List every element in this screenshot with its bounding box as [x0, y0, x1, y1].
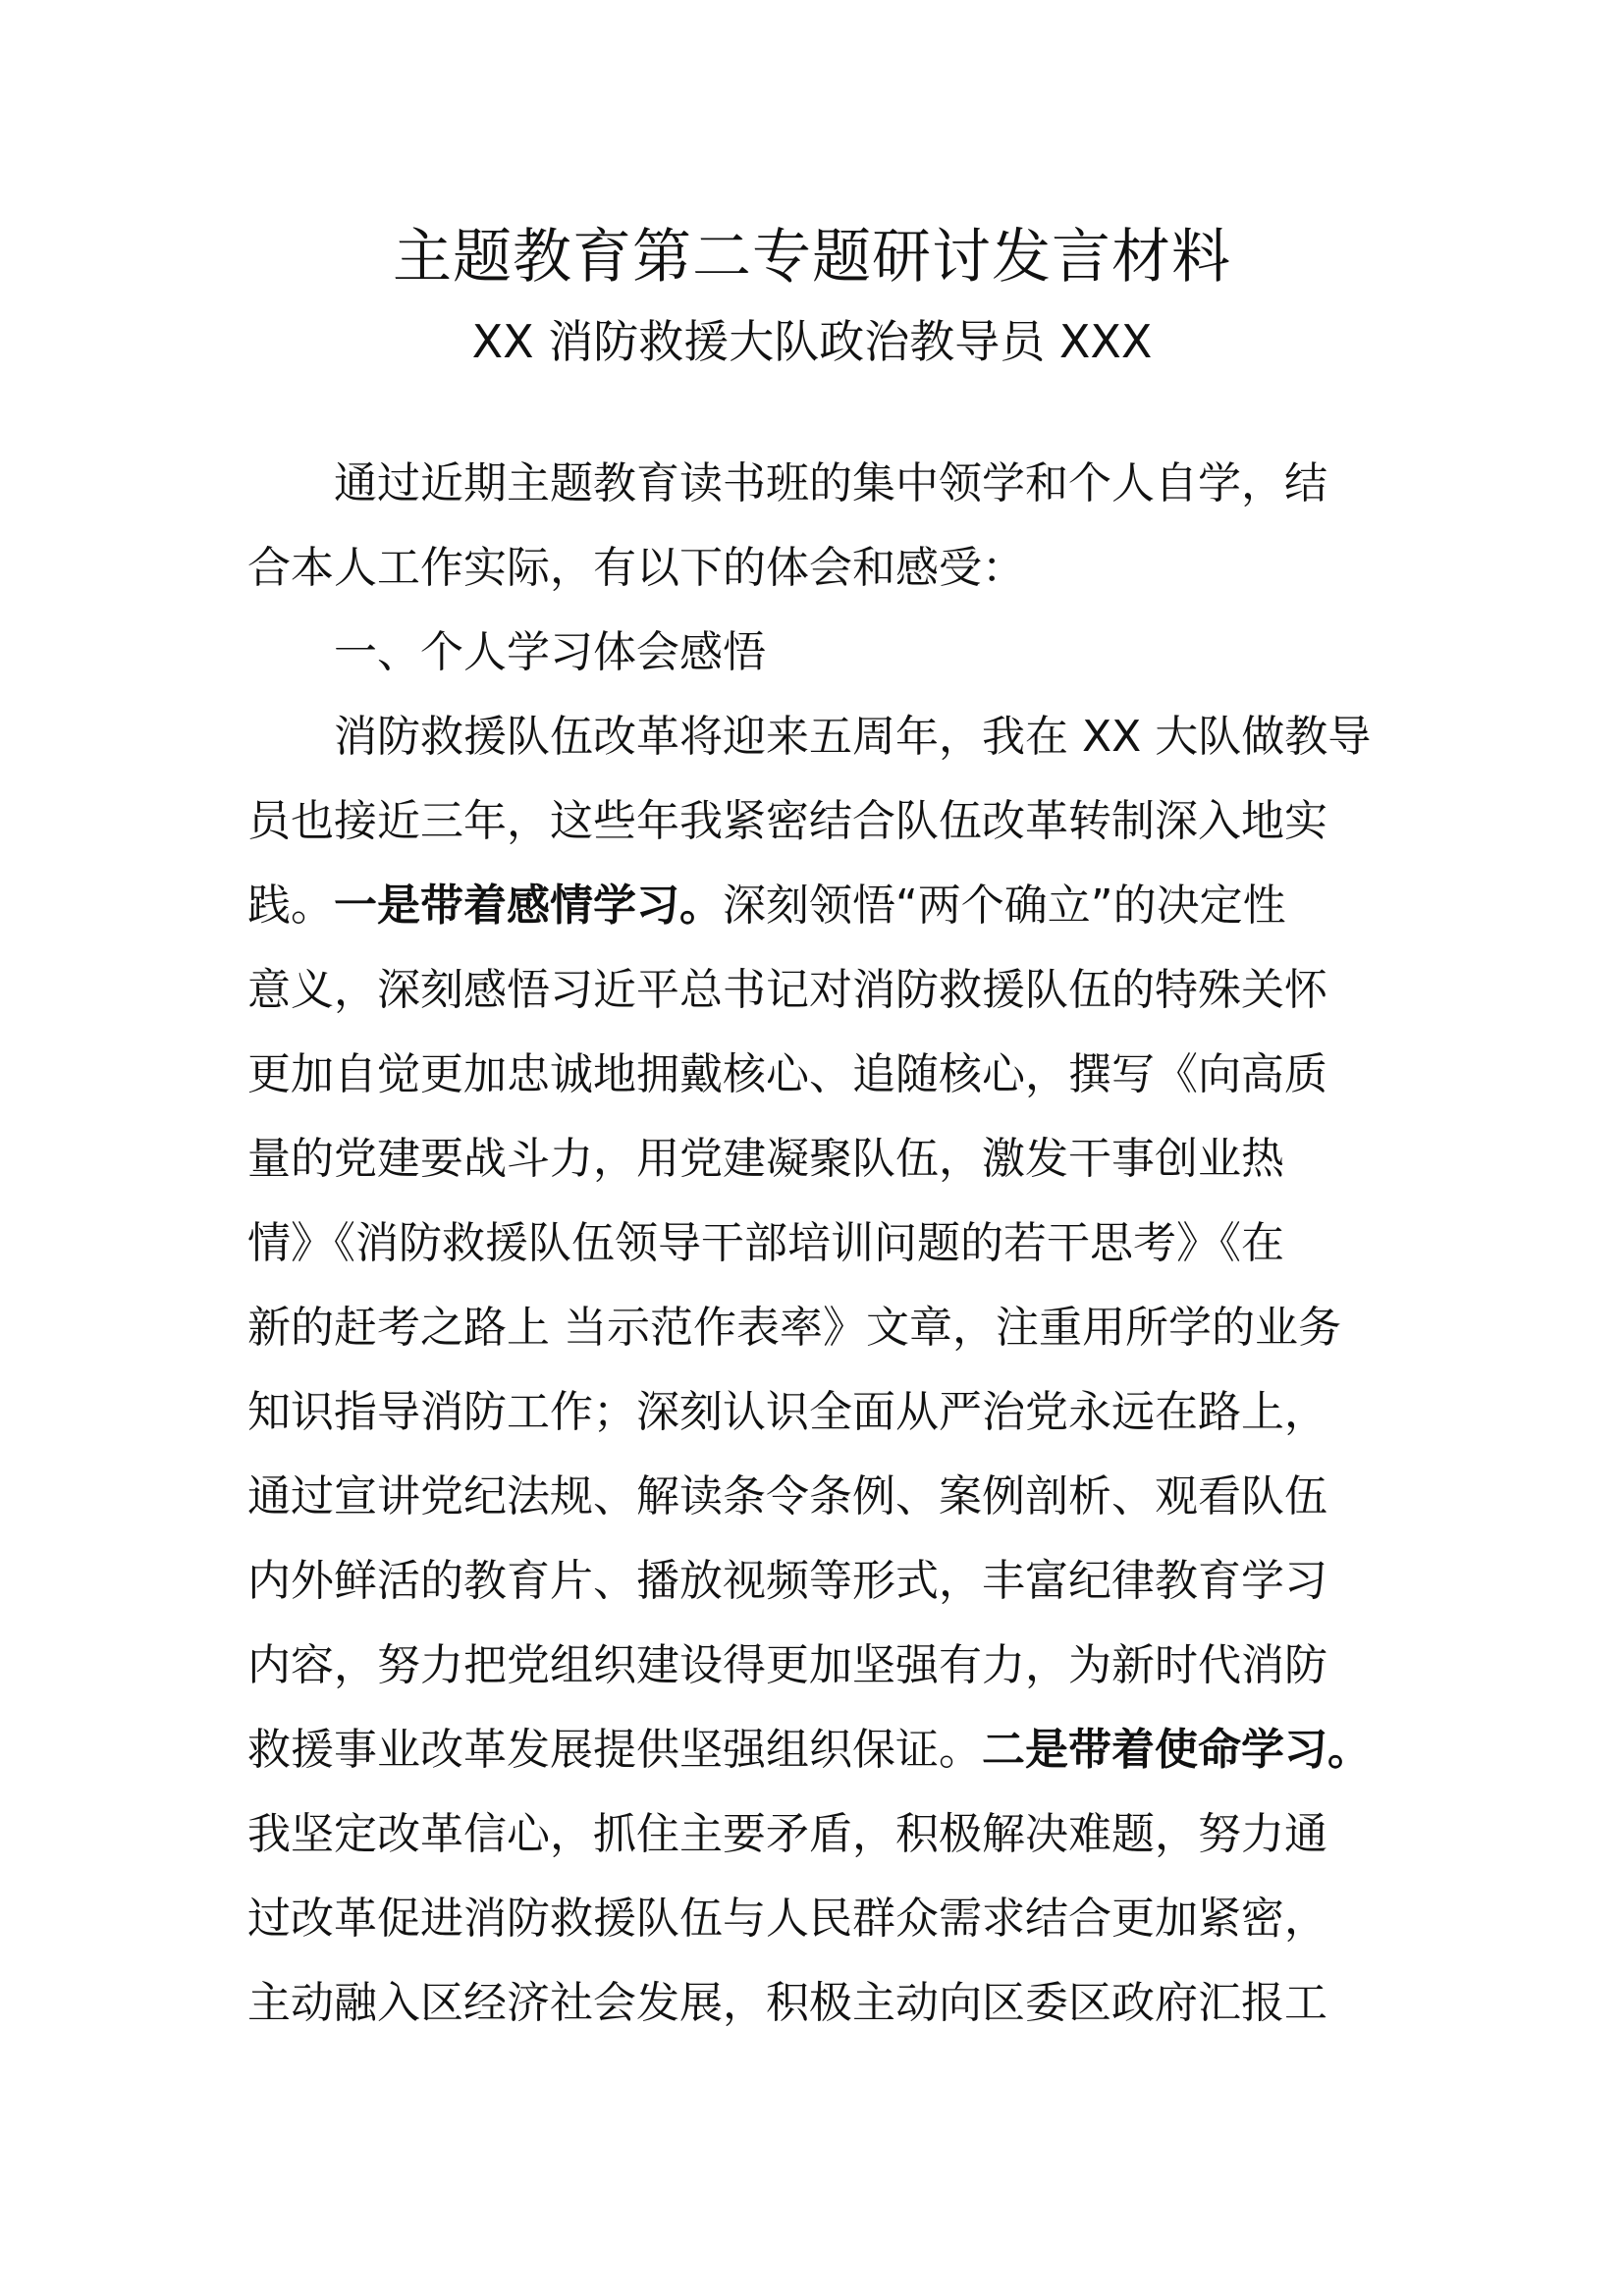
- bold-text-segment: 一是带着感情学习。: [334, 881, 723, 931]
- paragraph-line: [247, 1961, 1406, 2046]
- text-segment: 主动融入区经济社会发展，积极主动向区委区政府汇报工: [247, 1978, 1327, 2028]
- paragraph-line: [247, 526, 1406, 611]
- document-body: [247, 442, 1406, 2046]
- text-segment: 深刻领悟“两个确立”的决定性: [723, 881, 1286, 931]
- paragraph-line: [247, 442, 1406, 526]
- text-segment: 一、个人学习体会感悟: [334, 627, 766, 677]
- text-segment: 量的党建要战斗力，用党建凝聚队伍，激发干事创业热: [247, 1134, 1284, 1184]
- paragraph-line: [247, 779, 1406, 864]
- text-segment: 内容，努力把党组织建设得更加坚强有力，为新时代消防: [247, 1640, 1327, 1690]
- bold-text-segment: 二是带着使命学习。: [982, 1725, 1371, 1775]
- paragraph-line: [247, 611, 1406, 695]
- text-segment: 意义，深刻感悟习近平总书记对消防救援队伍的特殊关怀: [247, 965, 1327, 1015]
- paragraph-line: [247, 695, 1406, 779]
- text-segment: 内外鲜活的教育片、播放视频等形式，丰富纪律教育学习: [247, 1556, 1327, 1606]
- paragraph-line: [247, 1708, 1406, 1792]
- paragraph-line: [247, 1539, 1406, 1624]
- paragraph-line: [247, 1877, 1406, 1961]
- paragraph-line: [247, 1792, 1406, 1877]
- text-segment: 通过宣讲党纪法规、解读条令条例、案例剖析、观看队伍: [247, 1471, 1327, 1522]
- text-segment: 知识指导消防工作；深刻认识全面从严治党永远在路上，: [247, 1387, 1327, 1437]
- text-segment: 消防救援队伍改革将迎来五周年，我在 XX 大队做教导: [334, 712, 1372, 762]
- paragraph-line: [247, 864, 1406, 948]
- text-segment: 通过近期主题教育读书班的集中领学和个人自学，结: [334, 458, 1327, 508]
- text-segment: 新的赶考之路上 当示范作表率》文章，注重用所学的业务: [247, 1303, 1341, 1353]
- text-segment: 更加自觉更加忠诚地拥戴核心、追随核心，撰写《向高质: [247, 1049, 1327, 1099]
- text-segment: 过改革促进消防救援队伍与人民群众需求结合更加紧密，: [247, 1894, 1327, 1944]
- paragraph-line: [247, 1370, 1406, 1455]
- paragraph-line: [247, 1624, 1406, 1708]
- text-segment: 员也接近三年，这些年我紧密结合队伍改革转制深入地实: [247, 796, 1327, 846]
- document-title: 主题教育第二专题研讨发言材料: [393, 223, 1231, 292]
- text-segment: 践。: [247, 881, 334, 931]
- paragraph-line: [247, 948, 1406, 1033]
- paragraph-line: [247, 1033, 1406, 1117]
- paragraph-line: [247, 1117, 1406, 1201]
- paragraph-line: [247, 1286, 1406, 1370]
- text-segment: 合本人工作实际，有以下的体会和感受：: [247, 543, 1025, 593]
- paragraph-line: [247, 1455, 1406, 1539]
- text-segment: 情》《消防救援队伍领导干部培训问题的若干思考》《在: [247, 1218, 1284, 1268]
- document-subtitle: XX 消防救援大队政治教导员 XXX: [471, 315, 1153, 368]
- text-segment: 我坚定改革信心，抓住主要矛盾，积极解决难题，努力通: [247, 1809, 1327, 1859]
- paragraph-line: [247, 1201, 1406, 1286]
- text-segment: 救援事业改革发展提供坚强组织保证。: [247, 1725, 982, 1775]
